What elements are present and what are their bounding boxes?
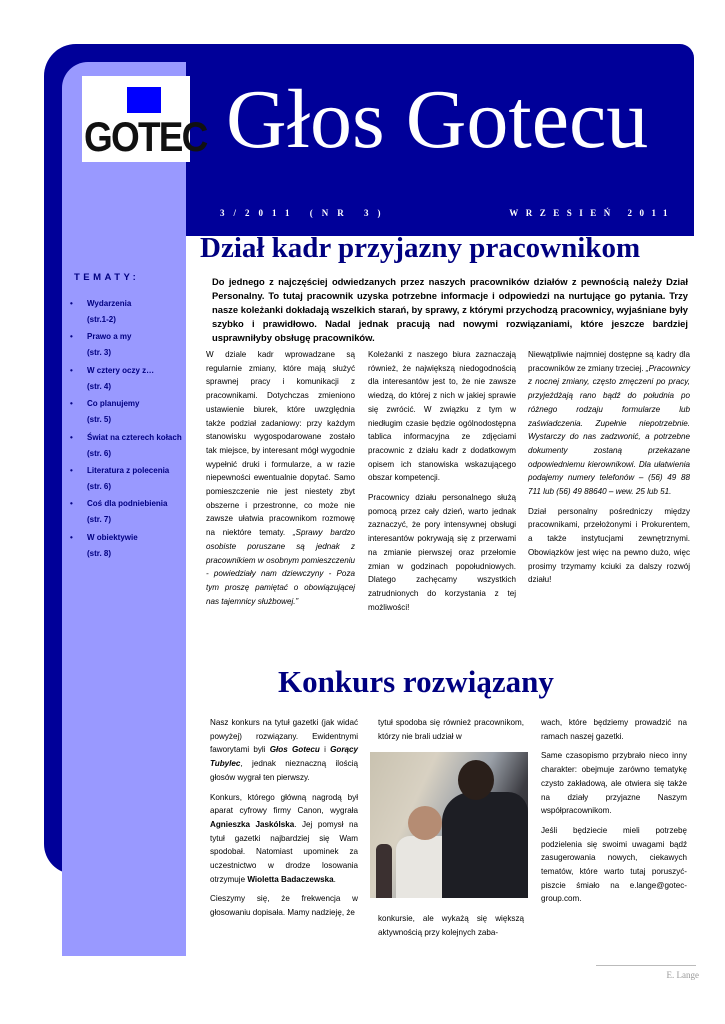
bullet-icon: • xyxy=(70,432,73,442)
article-column-2 xyxy=(368,348,516,620)
text: Konkurs, którego główną nagrodą był aparat cyfrowy firmy Canon, wygrała xyxy=(210,792,358,816)
toc-item[interactable] xyxy=(70,430,190,462)
paragraph: Koleżanki z naszego biura zaznaczają również, że największą niedogodnością dla interesantów jest to, że nie zawsze wiedzą, do której z nich w jakiej sprawie się zwrócić. W związku z tym w niedługim czasie będzie ogólnodostępna tablica informacyjna ze zdjęciami pracownic z działu kadr z dodatkowym opisem ich stanowiska wskazującego obszar kompetencji. xyxy=(368,350,516,483)
winner-name: Agnieszka Jaskólska xyxy=(210,819,295,829)
toc-item[interactable] xyxy=(70,329,190,361)
article-column-1 xyxy=(206,348,355,614)
article-headline: Dział kadr przyjazny pracownikom xyxy=(200,232,641,264)
toc-item-page: (str. 6) xyxy=(87,481,112,491)
logo-square-icon xyxy=(127,87,161,113)
bullet-icon: • xyxy=(70,365,73,375)
toc-item-page: (str. 6) xyxy=(87,448,112,458)
paragraph: Cieszymy się, że frekwencja w głosowaniu dopisała. Mamy nadzieję, że xyxy=(210,894,358,918)
bullet-icon: • xyxy=(70,299,73,308)
newsletter-title: Głos Gotecu xyxy=(226,73,649,166)
toc-item-label: Co planujemy xyxy=(87,399,140,409)
toc-item[interactable] xyxy=(70,463,190,495)
quote: „Pracownicy z nocnej zmiany, często zmęczeni po pracy, przyjeżdżają rano bądź do południa po różnego rodzaju formularze lub zaświadczenia. Zupełnie niepotrzebnie. Wystarczy do nas zadzwonić, a potrzebne dokumenty zostaną przekazane odpowiedniemu kierownikowi. Dla ułatwienia podajemy numery telefonów – (56) 49 88 711 lub (56) 49 88640 – wew. 25 lub 51. xyxy=(528,363,690,497)
sidebar-heading: TEMATY: xyxy=(74,272,140,283)
text: i xyxy=(319,745,331,755)
photo-person xyxy=(376,844,392,898)
toc-item-page: (str. 4) xyxy=(87,381,112,391)
paragraph: Jeśli będziecie mieli potrzebę podzielenia się swoimi uwagami bądź zasugerowania nowych, ciekawych tematów, które warto tutaj poruszyć-piszcie śmiało na e.lange@gotec-group.com. xyxy=(541,825,687,904)
toc-item[interactable] xyxy=(70,530,190,562)
bullet-icon: • xyxy=(70,532,73,542)
title-option: Gorący Tubylec xyxy=(210,745,359,769)
contest-column-2-top xyxy=(378,716,524,749)
contest-column-1 xyxy=(210,716,358,926)
title-option: Głos Gotecu xyxy=(269,745,320,755)
toc-item[interactable] xyxy=(70,296,190,328)
text: . xyxy=(333,874,336,884)
footer-author: E. Lange xyxy=(666,970,699,980)
bullet-icon: • xyxy=(70,332,73,342)
toc-item[interactable] xyxy=(70,363,190,395)
issue-date: WRZESIEŃ 2011 xyxy=(509,208,675,218)
paragraph: Pracownicy działu personalnego służą pomocą przez cały dzień, warto jednak zaznaczyć, że pory intensywnej obsługi interesantów pokrywają się z przerwami na zmianie pierwszej oraz przełomie zmian w godzinach popołudniowych. Dlatego zachęcamy wszystkich zatrudnionych do korzystania z tej możliwości! xyxy=(368,493,516,612)
bullet-icon: • xyxy=(70,399,73,409)
toc-item-label: Prawo a my xyxy=(87,332,132,342)
issue-number: 3/2011 (NR 3) xyxy=(220,208,390,218)
logo-text: GOTEC xyxy=(84,113,207,160)
paragraph: Niewątpliwie najmniej dostępne są kadry dla pracowników ze zmiany trzeciej. xyxy=(528,350,690,373)
toc-item-page: (str.1-2) xyxy=(87,315,116,324)
paragraph: konkursie, ale wykażą się większą aktywnością przy kolejnych zaba- xyxy=(378,914,524,937)
photo-person xyxy=(458,760,494,800)
paragraph: wach, które będziemy prowadzić na ramach naszej gazetki. xyxy=(541,718,687,741)
bullet-icon: • xyxy=(70,465,73,475)
contest-column-3 xyxy=(541,716,687,912)
toc-item-page: (str. 7) xyxy=(87,515,112,525)
toc-item-label: Literatura z polecenia xyxy=(87,465,170,475)
photo-person xyxy=(408,806,442,840)
text: Nasz konkurs na tytuł gazetki (jak widać powyżej) rozwiązany. Ewidentnymi faworytami byli xyxy=(210,718,358,755)
toc-item-label: Świat na czterech kołach xyxy=(87,432,182,442)
toc-item-page: (str. 8) xyxy=(87,548,112,558)
text: . Jej pomysł na tytuł gazetki najbardziej się Wam spodobał. Natomiast upominek za uczestnictwo w drodze losowania otrzymuje xyxy=(210,819,358,884)
article-headline: Konkurs rozwiązany xyxy=(278,664,554,699)
toc-item-label: W obiektywie xyxy=(87,532,138,542)
toc-item-page: (str. 5) xyxy=(87,415,112,425)
toc-item-label: Coś dla podniebienia xyxy=(87,499,168,509)
table-of-contents xyxy=(70,296,190,563)
footer-divider xyxy=(596,965,696,966)
paragraph: Same czasopismo przybrało nieco inny charakter: obejmuje zarówno tematykę czysto zakładową, ale otwiera się także na działy przyjazne Naszym współpracownikom. xyxy=(541,751,687,816)
paragraph: Dział personalny pośredniczy między pracownikami, przełożonymi i Prokurentem, a także instytucjami zewnętrznymi. Obowiązków jest więc na pewno dużo, więc prosimy trzymamy kciuki za dalszy rozwój działu! xyxy=(528,506,690,585)
toc-item-page: (str. 3) xyxy=(87,348,112,358)
toc-item[interactable] xyxy=(70,496,190,528)
bullet-icon: • xyxy=(70,499,73,509)
quote: „Sprawy bardzo osobiste poruszane są jednak z pracownikiem w osobnym pomieszczeniu - powiedziały nam dziewczyny - Poza tym proszę pamiętać o obowiązującej nas tajemnicy służbowej.” xyxy=(206,528,355,606)
article-lead: Do jednego z najczęściej odwiedzanych przez naszych pracowników działów z pewnością należy Dział Personalny. To tutaj pracownik uzyska potrzebne informacje i odpowiedzi na nurtujące go pytania. Trzy nasze koleżanki dokładają wszelkich starań, by sprawy, z którymi przychodzą pracownicy, wyjaśniane były szybko i prawidłowo. Nadal jednak pracują nad nowymi rozwiązaniami, które jeszcze bardziej usprawniłyby obsługę pracowników. xyxy=(212,276,688,343)
winner-name: Wioletta Badaczewska xyxy=(247,874,334,884)
toc-item-label: Wydarzenia xyxy=(87,299,132,308)
paragraph: W dziale kadr wprowadzane są regularnie zmiany, które mają służyć sprawnej pracy i komunikacji z pracownikami. Dotychczas zmieniono ustawienie biurek, które uwzględnia także podział zadaniowy: przy każdym stanowisku wygospodarowane zostało tak miejsce, by interesant mógł wygodnie wypełnić druki i formularze, a w razie niepewności ewentualnie dopytać. Samo pomieszczenie nie jest niestety zbyt obszerne i przestronne, co może nie zawsze ułatwia pracownikom rozmowę na niektóre tematy. xyxy=(206,350,355,538)
contest-column-2-bottom xyxy=(378,912,524,945)
text: , jednak nieznaczną ilością głosów wygrał ten pierwszy. xyxy=(210,759,358,782)
toc-item[interactable] xyxy=(70,396,190,428)
award-photo xyxy=(370,752,528,898)
paragraph: tytuł spodoba się również pracownikom, którzy nie brali udział w xyxy=(378,718,524,741)
photo-person xyxy=(442,792,528,898)
toc-item-label: W cztery oczy z… xyxy=(87,365,155,375)
article-column-3 xyxy=(528,348,690,593)
